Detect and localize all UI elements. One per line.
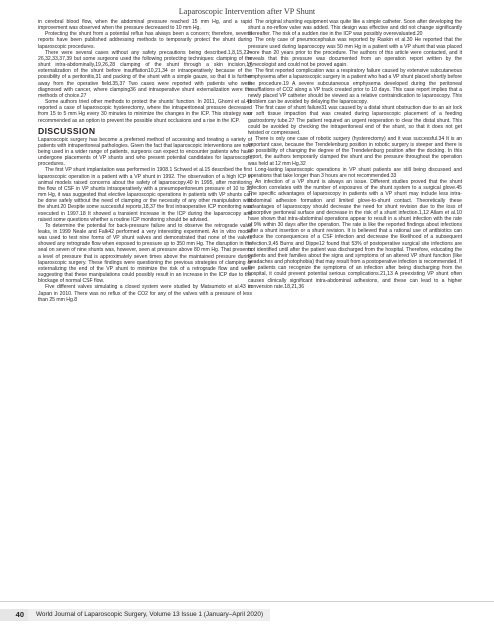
body-paragraph: The first case of shunt failure31 was caused by a distal shunt obstruction due to an air lock or soft tissue impaction that was created during laparoscopic placement of a feeding gastrostomy tube.27 The patient required an urgent reoperation to clear the distal shunt. This could be avoided by checking the intraperitoneal end of the shunt, so that it does not get twisted or compressed. — [248, 105, 462, 136]
body-paragraph: There were several cases without any safety precautions being described.1,8,15,22–26,32,33,37,39 but some surgeons used the following protecting techniques: clamping of the shunt intra-abdominally,19,26,28 clamping of the shunt through a skin incision,17 externalization of the shunt before insufflation10,21,34 or intraoperatively because of the possibility of a peritonitis,31 and packing of the shunt with a simple gauze, so that it is further away from the operative field.35,37 Two cases were reported with patients who were diagnosed with cancer, where clamping36 and intraoperative shunt externalization were the methods of choice.27 — [38, 49, 252, 99]
body-paragraph: Laparoscopic surgery has become a preferred method of accessing and treating a variety of patients with intraperitoneal pathologies. Given the fact that laparoscopic interventions are now being used in a wider range of patients, surgeons can expect to encounter patients who have undergone placements of VP shunts and who present potential candidates for laparoscopic procedures. — [38, 136, 252, 168]
left-column — [38, 19, 252, 303]
body-paragraph: The only case of pneumocephalus was reported by Raskin et al.30 He reported that the pressure used during laparoscopy was 50 mm Hg in a patient with a VP shunt that was placed more than 20 years prior to the procedure. The authors of this article were contacted, and it reveals that this pressure was documented from an operation report written by the gynecologist and could not be proved again. — [248, 37, 462, 69]
footer-divider — [0, 601, 494, 602]
body-paragraph: To determine the potential for back-pressure failure and to observe the retrograde valve leaks, in 1999 Neale and Falk42 performed a very interesting experiment. An in vitro model was used to test nine forms of VP shunt valves and demonstrated that none of the valves showed any retrograde flow when exposed to pressure up to 350 mm Hg. The disruption in the seal on seven of nine shunts was, however, seen at pressure above 80 mm Hg. That presents a level of pressure that is approximately seven times above the maintained pressure during laparoscopic surgery. These findings were questioning the previous strategies of clamping or externalizing the end of the VP shunt to minimize the risk of a retrograde flow and were suggesting that these manipulations could possibly result in an increase in the ICP due to the blockage of normal CSF flow. — [38, 222, 252, 285]
body-paragraph: Five different valves simulating a closed system were studied by Matsumoto et al.43 in Japan in 2010. There was no reflux of the CO2 for any of the valves with a pressure of less than 25 mm Hg.8 — [38, 284, 252, 303]
body-paragraph: An infection of a VP shunt is always an issue. Different studies proved that the shunt infection correlates with the number of exposures of the shunt system to a surgical glove.45 The specific advantages of laparoscopy in patients with a VP shunt may include less intra-abdominal adhesion formation and limited glove-to-shunt contact. Theoretically these advantages of laparoscopy should decrease the need for shunt revision due to the loss of absorptive peritoneal surface and decrease in the risk of a shunt infection.1,12 Allam et al.10 have shown that intra-abdominal operations appear to result in a shunt infection with the rate of 9% within 30 days after the operation. The rate is like the reported findings about infections after a shunt insertion or a shunt revision. It is believed that a rational use of antibiotics can reduce the consequences of a CSF infection and decrease the likelihood of a subsequent infection.9,45 Burns and Dippe12 found that 53% of postoperative surgical site infections are not identified until after the patient was discharged from the hospital. Therefore, educating the patients and their families about the signs and symptoms of an altered VP shunt function (like headaches and photophobia) that may result from a postoperative infection is recommended. If the patients can recognize the symptoms of an infection after being discharging from the hospital, it could prevent potential serious complications.21,13 A preexisting VP shunt often causes clinically significant intra-abdominal adhesions, and these can lead to a higher conversion rate.18,21,36 — [248, 179, 462, 290]
body-paragraph: The first VP shunt implantation was performed in 1908.1 Schwed et al.15 described the first laparoscopic operation in a patient with a VP shunt in 1992. The observation of a high ICP in animal models raised concerns about the safety of laparoscopy.40 In 1995, after monitoring the flow of CSF in VP shunts intraoperatively with a pneumoperitoneum pressure of 10 to 15 mm Hg, it was suggested that elective laparoscopic operations in patients with VP shunts can be done safely without the need of clamping or the necessity of any other manipulation with the shunt.20 Despite some successful reports,18,37 the first intraoperative ICP monitoring was executed in 1997.18 It showed a transient increase in the ICP during the laparoscopy and raised some questions whether a routine ICP monitoring should be advised. — [38, 167, 252, 223]
body-paragraph: There is only one case of robotic surgery (hysterectomy) and it was successful.34 It is an important case, because the Trendelenburg position in robotic surgery is steeper and there is no possibility of changing the degree of the Trendelenburg position after the docking. In this report, the authors temporarily clamped the shunt and the pressure throughout the operation was held at 12 mm Hg.32 — [248, 135, 462, 167]
body-paragraph: in cerebral blood flow, when the abdominal pressure reached 15 mm Hg, and a rapid improvement was observed when the pressure decreased to 10 mm Hg. — [38, 19, 252, 32]
body-paragraph: Long-lasting laparoscopic operations in VP shunt patients are still being discussed and operations that take longer than 3 hours are not recommended.33 — [248, 166, 462, 179]
journal-citation: World Journal of Laparoscopic Surgery, Volume 13 Issue 1 (January–April 2020) — [36, 611, 264, 618]
body-paragraph: Protecting the shunt from a potential reflux has always been a concern; therefore, several reports have been published addressing methods to temporarily protect the shunt during laparoscopic procedures. — [38, 31, 252, 50]
page-number: 40 — [0, 609, 28, 621]
body-paragraph: The first reported complication was a respiratory failure caused by extensive subcutaneous emphysema after a laparoscopic surgery in a patient who had a VP shunt placed shortly before the procedure.19 A severe subcutaneous emphysema developed during the peritoneal insufflations of CO2 along a VP track created prior to 10 days. This case report implies that a newly placed VP catheter should be viewed as a relative contraindication to laparoscopy. This problem can be avoided by delaying the laparoscopy. — [248, 68, 462, 106]
running-head: Laparoscopic Intervention after VP Shunt — [178, 7, 316, 16]
body-paragraph: The original shunting equipment was quite like a simple catheter. Soon after developing the shunt a no-reflow valve was added. This design was effective and did not change significantly thereafter. The risk of a sudden rise in the ICP was possibly overevaluated.20 — [248, 19, 462, 38]
body-paragraph: Some authors tried other methods to protect the shunts' function. In 2011, Ghomi et al.41 reported a case of laparoscopic hysterectomy, where the intraperitoneal pressure decreased from 15 to 5 mm Hg every 30 minutes to minimize the changes in the ICP. This strategy was recommended as an option to prevent the possible shunt occlusions and a rise in the ICP. — [38, 99, 252, 124]
right-column — [248, 19, 462, 290]
discussion-heading: DISCUSSION — [38, 125, 96, 136]
